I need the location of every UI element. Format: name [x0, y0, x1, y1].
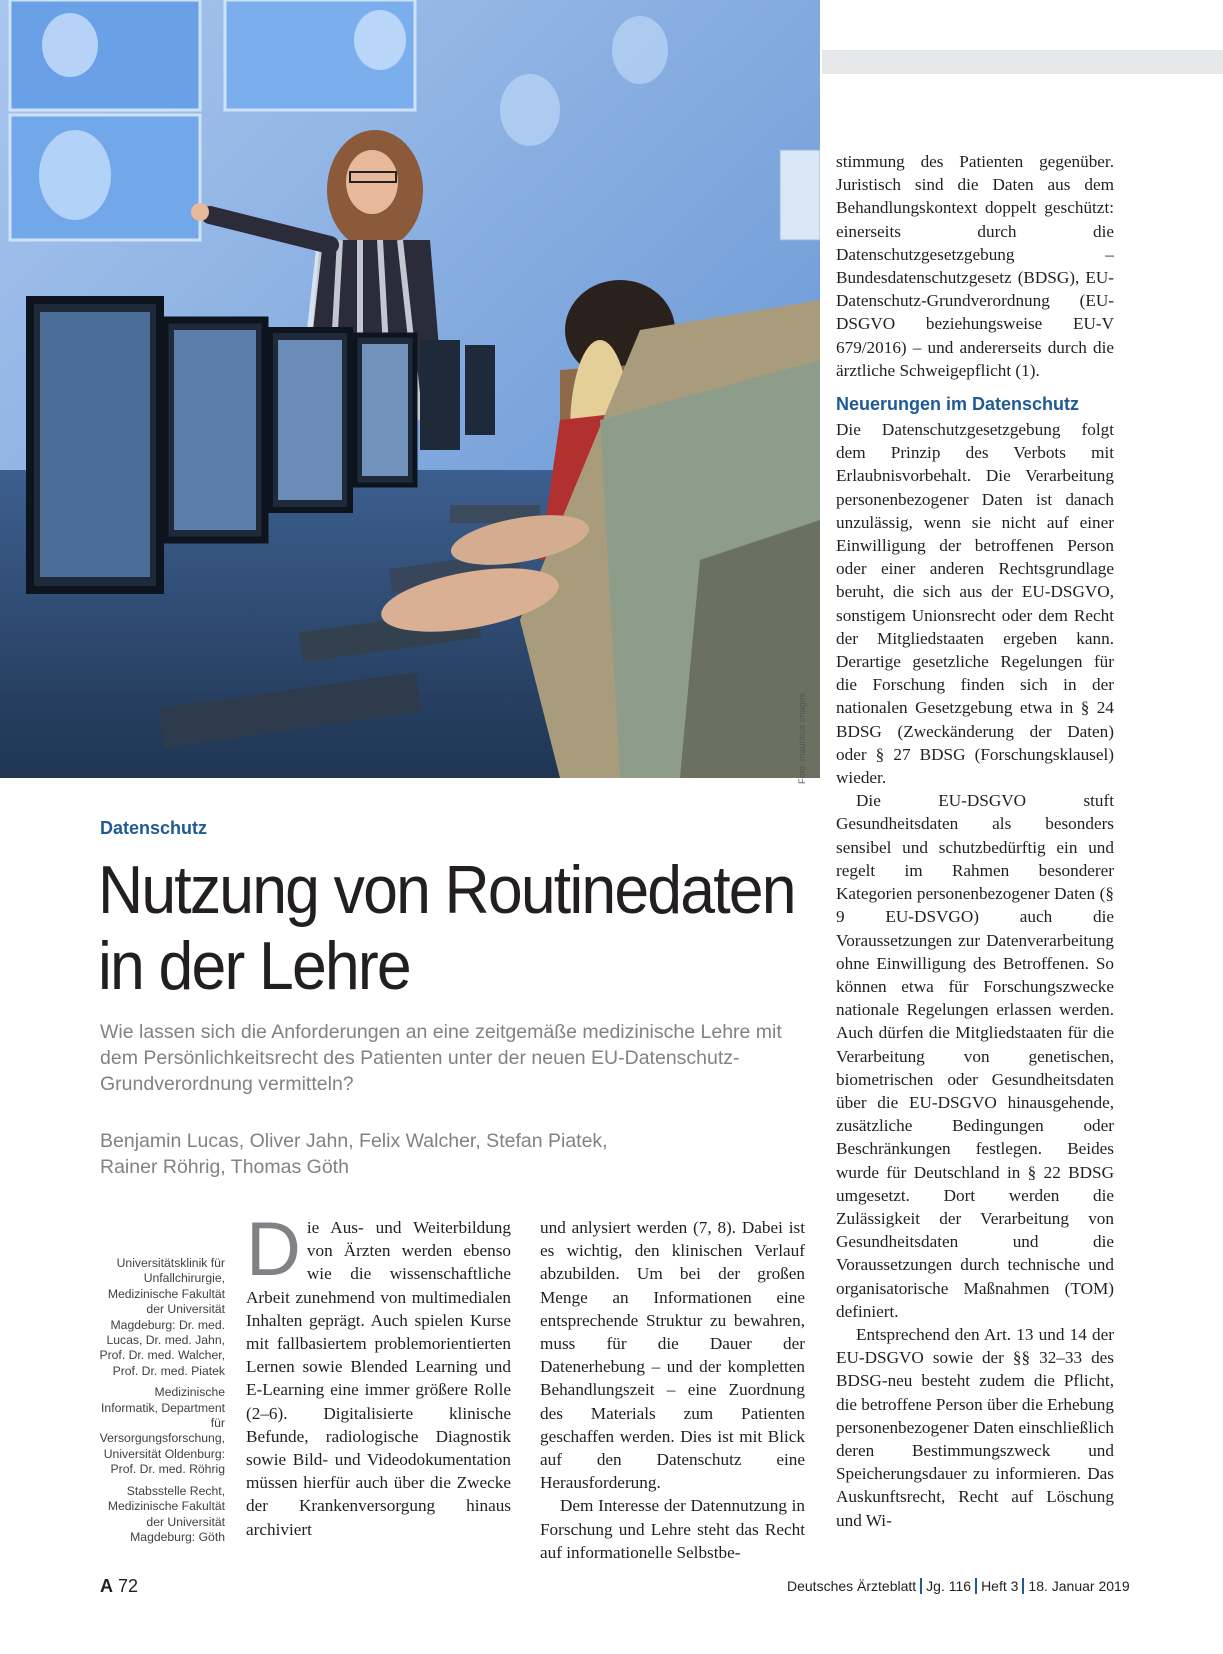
paragraph: und anlysiert werden (7, 8). Dabei ist es wichtig, den klinischen Verlauf abzubilden. Um bei der großen Menge an Informationen eine entsprechende Struktur zu bewahren, muss für die Dauer der Datenerhebung – und der kompletten Behandlungszeit – eine Zuordnung des Materials zum Patienten geschaffen werden. Dies ist mit Blick auf den Datenschutz eine Herausforderung.: [540, 1218, 805, 1493]
section-subheading: Neuerungen im Datenschutz: [836, 394, 1080, 415]
journal-issue: Heft 3: [981, 1578, 1019, 1594]
author-affiliations: [95, 1256, 225, 1551]
title-line-2: in der Lehre: [98, 928, 410, 1004]
separator: [920, 1578, 922, 1594]
journal-date: 18. Januar 2019: [1028, 1578, 1130, 1594]
photo-credit: Foto: mauritius images: [797, 692, 807, 784]
article-lead: Wie lassen sich die Anforderungen an eine zeitgemäße medizinische Lehre mit dem Persönlichkeitsrecht des Patienten unter der neuen EU-Datenschutz-Grundverordnung vermitteln?: [100, 1021, 782, 1095]
header-bar: [822, 50, 1223, 74]
drop-cap: D: [246, 1207, 301, 1292]
title-line-1: Nutzung von Routinedaten: [98, 852, 795, 928]
paragraph: Die Datenschutzgesetzgebung folgt dem Prinzip des Verbots mit Erlaubnisvorbehalt. Die Verarbeitung personenbezogener Daten ist danach unzulässig, wenn sie nicht auf einer Einwilligung der betroffenen Person oder einer anderen Rechtsgrundlage beruht, die sich aus der EU-DSGVO, sonstigem Unionsrecht oder dem Recht der Mitgliedstaaten ergeben kann. Derartige gesetzliche Regelungen für die Forschung finden sich in der nationalen Gesetzgebung etwa in § 24 BDSG (Zweckänderung der Daten) oder § 27 BDSG (Forschungsklausel) wieder.: [836, 420, 1114, 788]
body-column-3: [836, 150, 1114, 1532]
body-column-1: [246, 1207, 511, 1541]
journal-name: Deutsches Ärzteblatt: [787, 1578, 917, 1594]
article-photo: [0, 0, 820, 778]
paragraph: Dem Interesse der Datennutzung in Forschung und Lehre steht das Recht auf informationelle Selbstbe-: [540, 1496, 805, 1562]
affiliation-1: Universitätsklinik für Unfallchirurgie, Medizinische Fakultät der Universität Magdeburg: Dr. med. Lucas, Dr. med. Jahn, Prof. Dr. med. Walcher, Prof. Dr. med. Piatek: [99, 1256, 225, 1378]
paragraph: Die EU-DSGVO stuft Gesundheitsdaten als besonders sensibel und schutzbedürftig ein und regelt im Rahmen besonderer Kategorien personenbezogener Daten (§ 9 EU-DSVGO) auch die Voraussetzungen zur Datenverarbeitung ohne Einwilligung des Betroffenen. So können etwa für Forschungszwecke nationale Regelungen erlassen werden. Auch dürfen die Mitgliedstaaten für die Verarbeitung von genetischen, biometrischen oder Gesundheitsdaten über die EU-DSGVO hinausgehende, zusätzliche Bedingungen oder Beschränkungen festlegen. Beides wurde für Deutschland in § 22 BDSG umgesetzt. Dort werden die Zulässigkeit der Verarbeitung von Gesundheitsdaten und die Voraussetzungen durch technische und organisatorische Maßnahmen (TOM) definiert.: [836, 791, 1114, 1321]
paragraph: Entsprechend den Art. 13 und 14 der EU-DSGVO sowie der §§ 32–33 des BDSG-neu besteht zudem die Pflicht, die betroffene Person über die Erhebung personenbezogener Daten einschließlich deren Bestimmungszweck und Speicherungsdauer zu informieren. Das Auskunftsrecht, Recht auf Löschung und Wi-: [836, 1324, 1114, 1530]
page-section-letter: A: [100, 1576, 113, 1596]
journal-volume: Jg. 116: [926, 1578, 972, 1594]
affiliation-3: Stabsstelle Recht, Medizinische Fakultät der Universität Magdeburg: Göth: [107, 1483, 225, 1544]
page-number: [100, 1576, 138, 1597]
paragraph: stimmung des Patienten gegenüber. Juristisch sind die Daten aus dem Behandlungskontext doppelt geschützt: einerseits durch die Datenschutzgesetzgebung – Bundesdatenschutzgesetz (BDSG), EU-Datenschutz-Grundverordnung (EU-DSGVO beziehungsweise EU-V 679/2016) – und andererseits durch die ärztliche Schweigepflicht (1).: [836, 152, 1114, 380]
journal-footer: [787, 1578, 1130, 1594]
affiliation-2: Medizinische Informatik, Department für Versorgungsforschung, Universität Oldenburg: Prof. Dr. med. Röhrig: [99, 1385, 225, 1477]
authors-line-1: Benjamin Lucas, Oliver Jahn, Felix Walcher, Stefan Piatek,: [100, 1130, 608, 1152]
paragraph: ie Aus- und Weiterbildung von Ärzten werden ebenso wie die wissenschaftliche Arbeit zunehmend von multimedialen Inhalten geprägt. Auch spielen Kurse mit fallbasiertem problemorientierten Lernen sowie Blended Learning und E-Learning eine immer größere Rolle (2–6). Digitalisierte klinische Befunde, radiologische Diagnostik sowie Bild- und Videodokumentation müssen hierfür auch über die Zwecke der Krankenversorgung hinaus archiviert: [246, 1218, 511, 1539]
article-authors: [100, 1128, 800, 1180]
classroom-illustration: [0, 0, 820, 778]
page-number-value: 72: [118, 1576, 139, 1596]
separator: [975, 1578, 977, 1594]
article-title: [98, 852, 797, 1004]
section-kicker: Datenschutz: [100, 818, 208, 838]
body-column-2: [540, 1216, 805, 1564]
authors-line-2: Rainer Röhrig, Thomas Göth: [100, 1156, 349, 1178]
separator: [1022, 1578, 1024, 1594]
